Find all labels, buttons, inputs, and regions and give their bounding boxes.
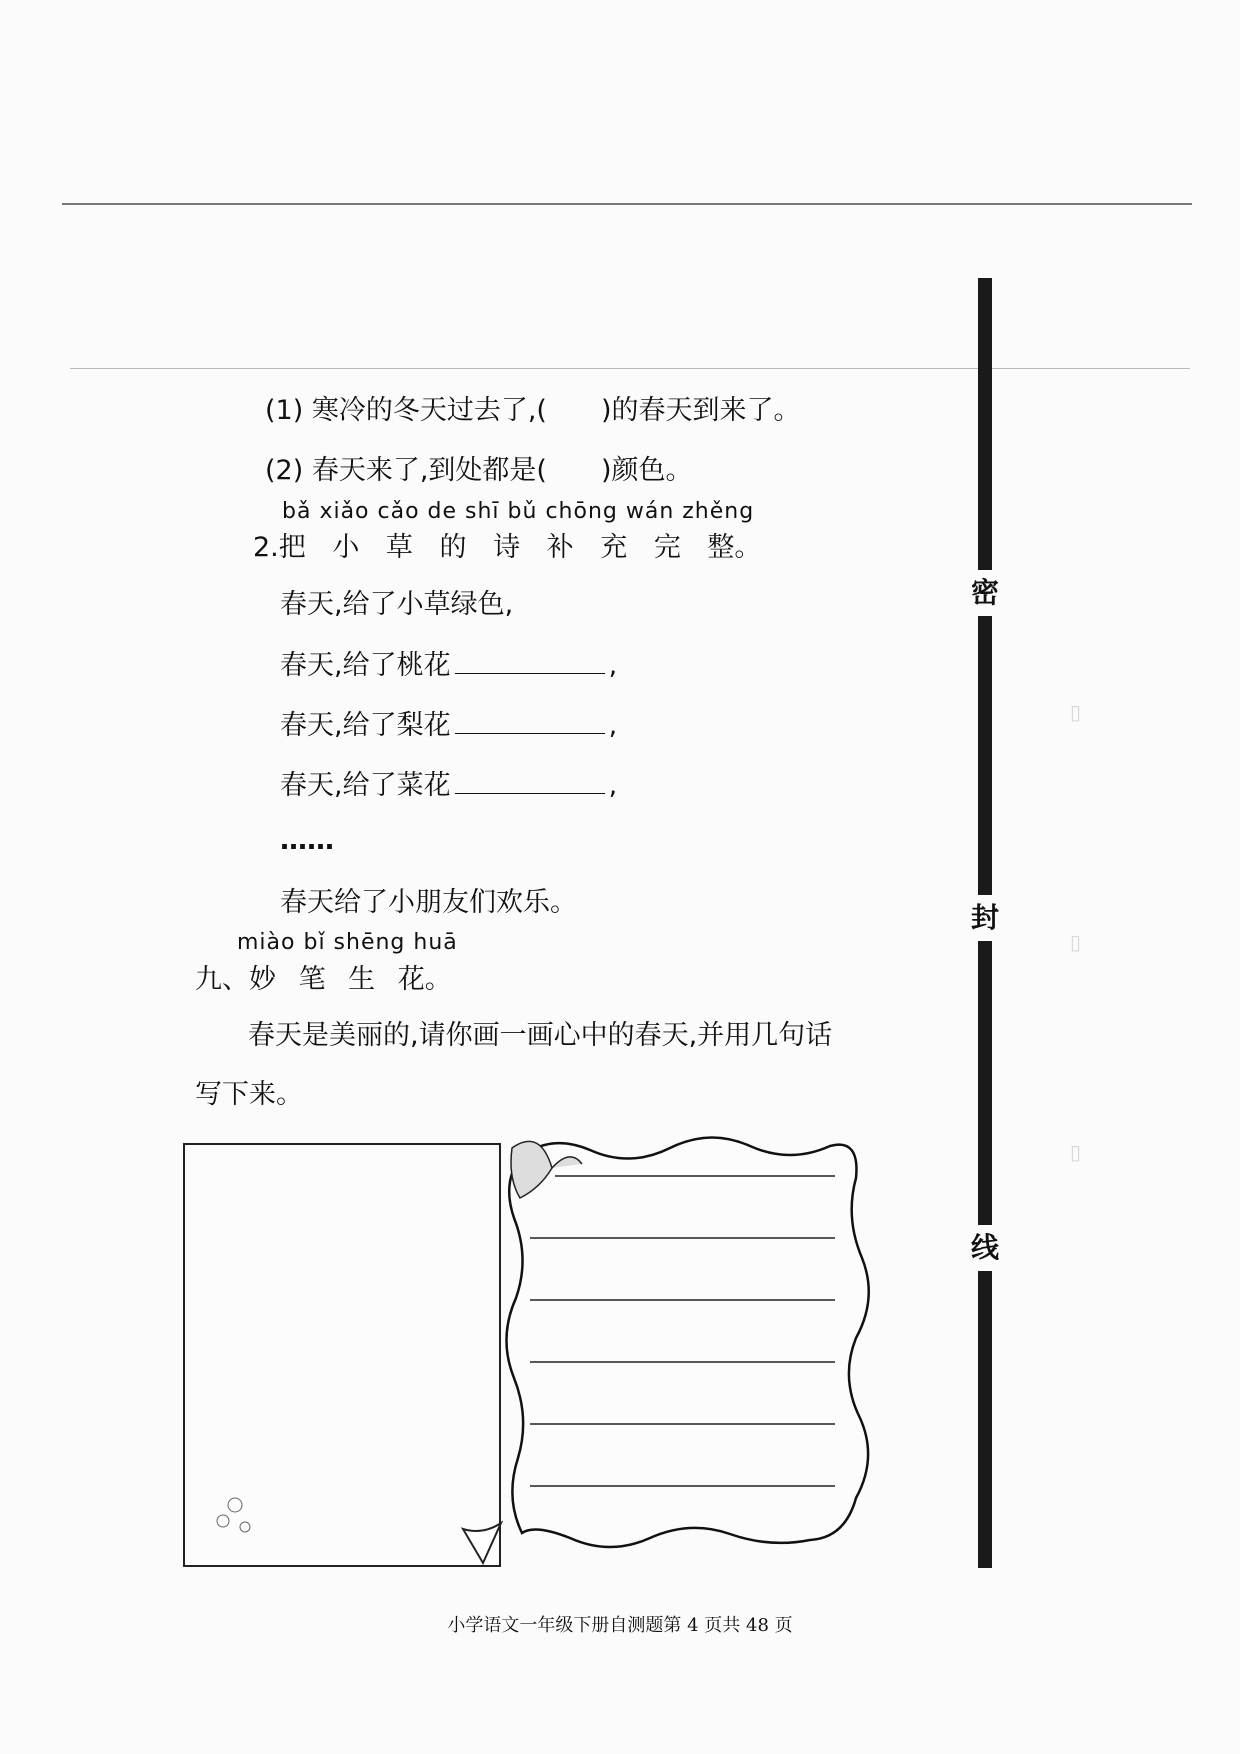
question-2-prefix: (2) 春天来了,到处都是( (265, 455, 547, 486)
section-9-instruction-2: 写下来。 (195, 1079, 303, 1110)
bleed-through-mark: ▯ (1070, 1140, 1082, 1164)
poem-line-3 (280, 707, 617, 744)
poem-line-2-text: 春天,给了桃花 (280, 650, 451, 681)
question-1 (265, 393, 801, 429)
poem-line-4-text: 春天,给了菜花 (280, 770, 451, 801)
poem-last-line: 春天给了小朋友们欢乐。 (280, 887, 577, 918)
page-fold-rule (70, 368, 1190, 369)
question-3-pinyin: bǎ xiǎo cǎo de shī bǔ chōng wán zhěng (282, 499, 755, 524)
answer-blank-pear[interactable] (455, 707, 605, 734)
bleed-through-mark: ▯ (1070, 930, 1082, 954)
poem-line-3-text: 春天,给了梨花 (280, 710, 451, 741)
drawing-box-decoration (183, 1143, 503, 1567)
binding-char-mi: 密 (962, 570, 1008, 616)
poem-comma: , (608, 650, 618, 681)
poem-line-4 (280, 767, 617, 804)
poem-line-2 (280, 647, 617, 684)
poem-comma: , (608, 770, 618, 801)
answer-blank-rapeseed[interactable] (455, 767, 605, 794)
page-top-rule (62, 203, 1192, 205)
poem-ellipsis: …… (280, 825, 334, 856)
question-3-title: 2.把 小 草 的 诗 补 充 完 整。 (253, 532, 762, 563)
binding-char-xian: 线 (962, 1225, 1008, 1271)
question-1-prefix: (1) 寒冷的冬天过去了,( (265, 395, 547, 426)
poem-line-1: 春天,给了小草绿色, (280, 589, 514, 620)
bleed-through-mark: ▯ (1070, 700, 1082, 724)
page-curl-icon (463, 1523, 501, 1563)
section-9-pinyin: miào bǐ shēng huā (237, 930, 458, 955)
binding-char-feng: 封 (962, 895, 1008, 941)
answer-blank-peach[interactable] (455, 647, 605, 674)
question-2-suffix: )颜色。 (600, 455, 693, 486)
question-2 (265, 453, 693, 489)
section-9-title: 九、妙 笔 生 花。 (195, 964, 452, 995)
page-footer: 小学语文一年级下册自测题第 4 页共 48 页 (447, 1615, 793, 1636)
writing-area[interactable] (500, 1128, 880, 1568)
section-9-instruction-1: 春天是美丽的,请你画一画心中的春天,并用几句话 (248, 1020, 833, 1051)
question-1-suffix: )的春天到来了。 (600, 395, 801, 426)
poem-comma: , (608, 710, 618, 741)
flower-doodle-icon (217, 1498, 250, 1532)
